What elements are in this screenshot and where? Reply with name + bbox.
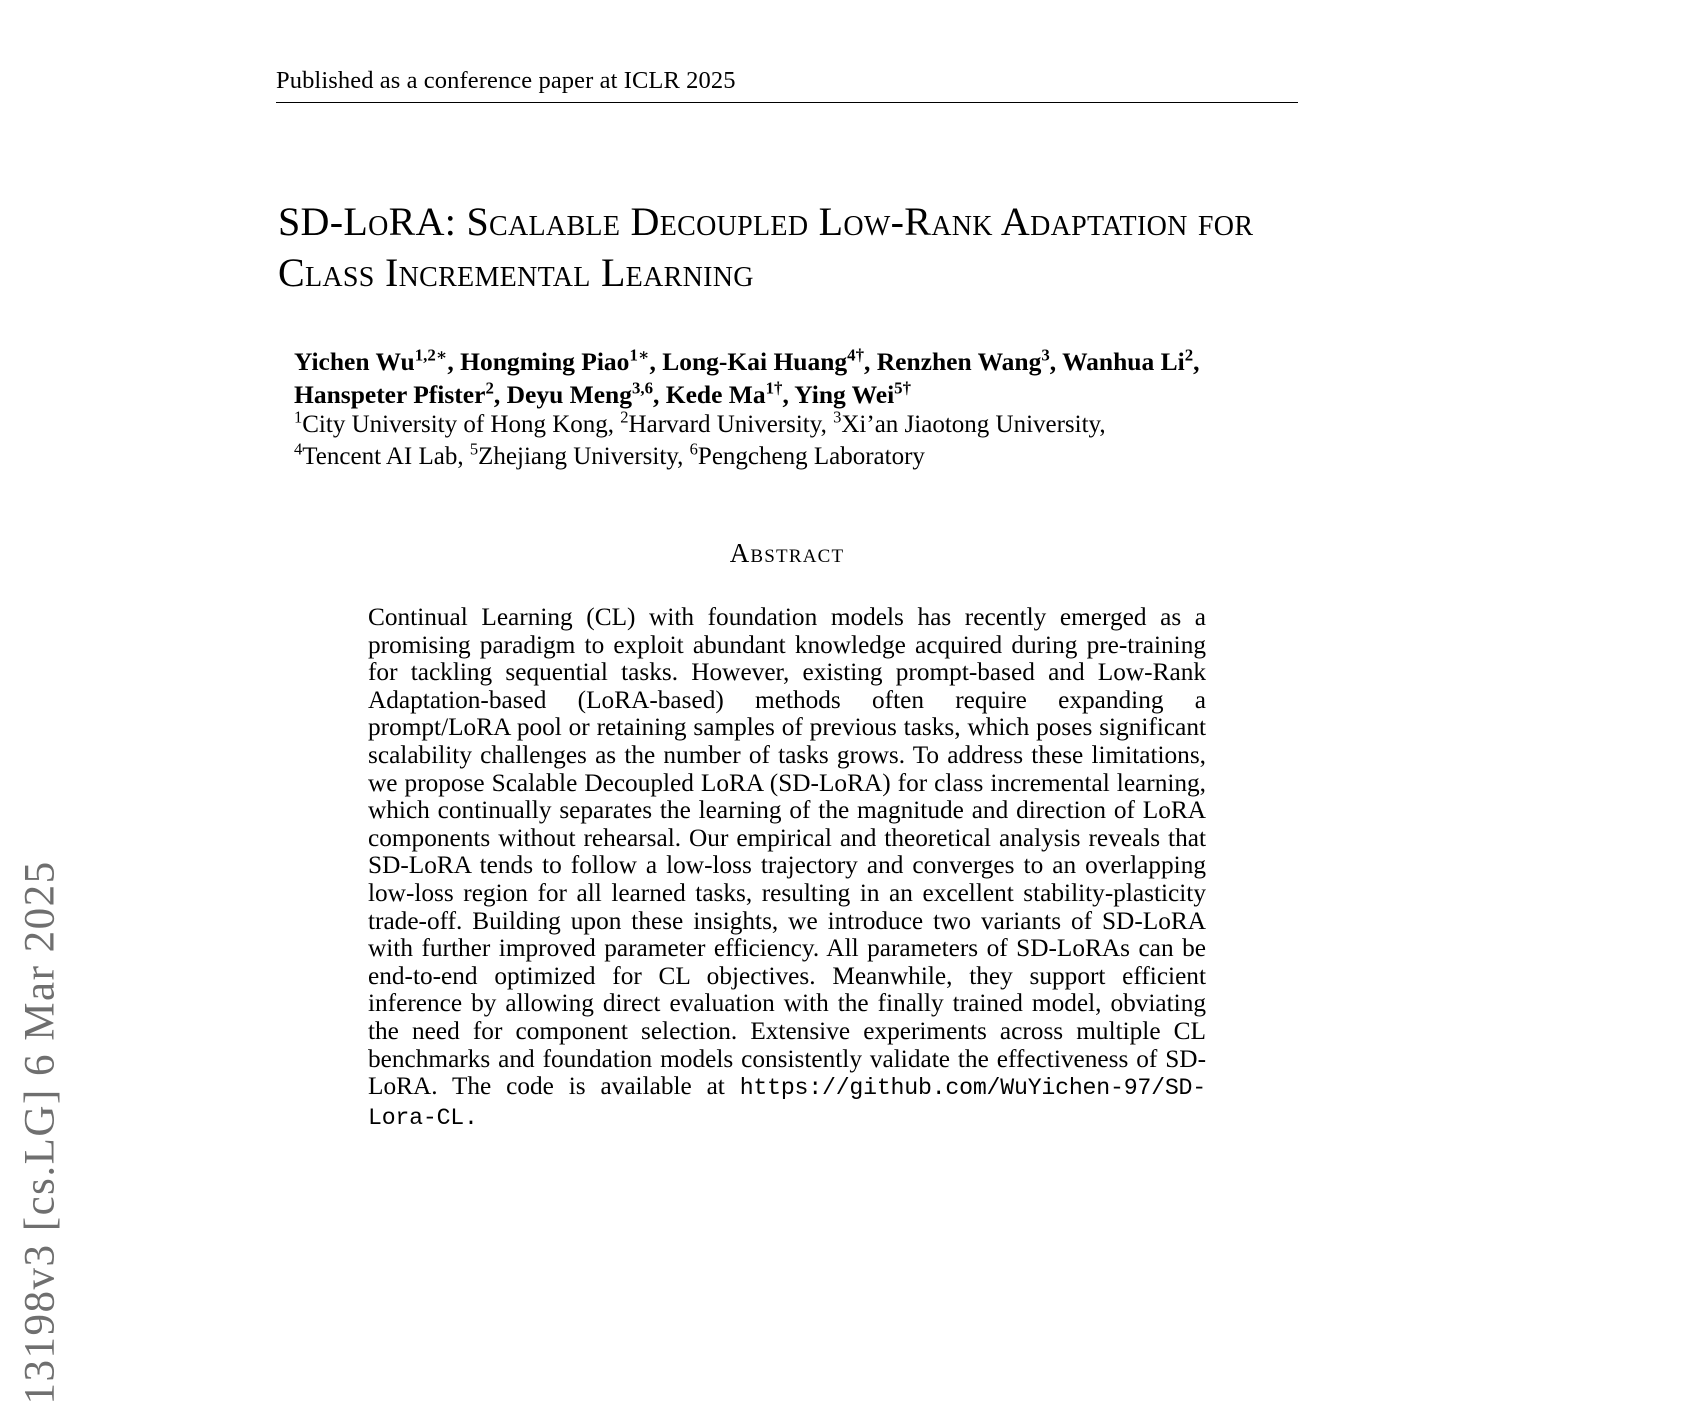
author-name: Ying Wei [794, 380, 895, 409]
author-affiliation-marker: 1,2∗ [414, 345, 448, 365]
author-name: Kede Ma [665, 380, 766, 409]
arxiv-stamp-text: 13198v3 [cs.LG] 6 Mar 2025 [16, 860, 64, 1405]
author-name: Hongming Piao [460, 347, 630, 376]
author-affiliation-marker: 1∗ [629, 345, 650, 365]
affiliation-line-1 [294, 409, 1304, 441]
author-affiliation-marker: 1† [765, 378, 783, 398]
abstract-heading: Abstract [729, 538, 845, 568]
affiliation-name: City University of Hong Kong, [302, 411, 621, 438]
author-name: Renzhen Wang [876, 347, 1042, 376]
author-name: Deyu Meng [506, 380, 632, 409]
running-head [276, 66, 1298, 103]
affiliation-marker: 6 [689, 439, 698, 459]
affiliation-name: Pengcheng Laboratory [697, 443, 925, 470]
author-name: Yichen Wu [294, 347, 415, 376]
code-url[interactable]: https://github.com/WuYichen-97/SD-Lora-CL. [368, 1075, 1206, 1131]
author-name: Wanhua Li [1062, 347, 1185, 376]
abstract-text: Continual Learning (CL) with foundation models has recently emerged as a promising paradigm to exploit abundant knowledge acquired during pre-training for tackling sequential tasks. However, existing prompt-based and Low-Rank Adaptation-based (LoRA-based) methods often require expanding a prompt/LoRA pool or retaining samples of previous tasks, which poses significant scalability challenges as the number of tasks grows. To address these limitations, we propose Scalable Decoupled LoRA (SD-LoRA) for class incremental learning, which continually separates the learning of the magnitude and direction of LoRA components without rehearsal. Our empirical and theoretical analysis reveals that SD-LoRA tends to follow a low-loss trajectory and converges to an overlapping low-loss region for all learned tasks, resulting in an excellent stability-plasticity trade-off. Building upon these insights, we introduce two variants of SD-LoRA with further improved parameter efficiency. All parameters of SD-LoRAs can be end-to-end optimized for CL objectives. Meanwhile, they support efficient inference by allowing direct evaluation with the finally trained model, obviating the need for component selection. Extensive experiments across multiple CL benchmarks and foundation models consistently validate the effectiveness of SD-LoRA. The code is available at [368, 603, 1206, 1101]
affiliation-marker: 2 [620, 407, 629, 427]
author-line-2: Hanspeter Pfister$^2$, Deyu Meng$^{3,6}$, Kede $Ma^{1\dagger}$, Ying Wei$^{5\dagger}$ [294, 378, 911, 409]
arxiv-stamp [0, 0, 120, 1405]
affiliation-name: Tencent AI Lab, [302, 443, 470, 470]
author-list [294, 345, 1294, 411]
affiliation-line-2 [294, 441, 1304, 473]
paper-page [276, 0, 1298, 1275]
author-affiliation-marker: 2 [485, 378, 494, 398]
author-affiliation-marker: 5† [894, 378, 911, 398]
affiliation-name: Zhejiang University, [478, 443, 690, 470]
affiliation-list [294, 409, 1304, 473]
author-affiliation-marker: 3,6 [631, 378, 654, 398]
affiliation-marker: 5 [469, 439, 479, 459]
page-title: SD-LoRA: Scalable Decoupled Low-Rank Adaptation for Class Incremental Learning [278, 199, 1254, 295]
author-name: Long-Kai Huang [662, 347, 848, 376]
affiliation-marker: 4 [294, 439, 303, 459]
affiliation-marker: 3 [833, 407, 842, 427]
affiliation-name: Harvard University, [628, 411, 834, 438]
author-line-1: Yichen $Wu^{1,2∗}$, Hongming Piao$^{1∗}$, Long-Kai Huang$^{4\dagger}$, Renzhen Wang$^3$, Wanhua Li$^2$, [294, 345, 1200, 376]
running-head-text: Published as a conference paper at ICLR 2025 [276, 67, 736, 94]
author-affiliation-marker: 4† [847, 345, 864, 365]
author-affiliation-marker: 3 [1041, 345, 1050, 365]
running-head-rule [276, 102, 1298, 103]
affiliation-name: Xi’an Jiaotong University, [841, 411, 1106, 438]
abstract-body [368, 604, 1206, 1132]
affiliation-marker: 1 [294, 407, 303, 427]
author-affiliation-marker: 2 [1184, 345, 1194, 365]
abstract-paragraph [368, 604, 1206, 1132]
author-name: Hanspeter Pfister [294, 380, 486, 409]
